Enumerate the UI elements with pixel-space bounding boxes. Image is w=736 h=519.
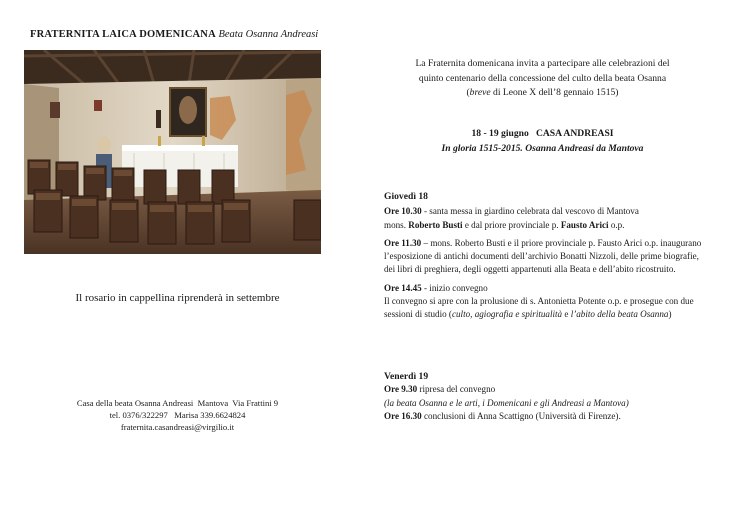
event-motto: In gloria 1515-2015. Osanna Andreasi da Mantova (441, 142, 644, 154)
item-text: ripresa del convegno (417, 384, 496, 395)
item-time: Ore 10.30 (384, 206, 422, 217)
day-2-item-1 (384, 383, 704, 410)
item-text: e (562, 309, 571, 320)
org-subtitle: Beata Osanna Andreasi (218, 29, 319, 40)
item-text: Il convegno si apre con la prolusione di s. Antonietta Potente o.p. e prosegue con due sessioni di studio ( (384, 296, 694, 320)
item-time: Ore 9.30 (384, 384, 418, 395)
item-text: o.p. (608, 219, 625, 230)
item-time: Ore 16.30 (384, 410, 422, 421)
left-column (0, 0, 360, 519)
item-text: mons. (384, 219, 409, 230)
item-italic: (la beata Osanna e le arti, i Domenicani e gli Andreasi a Mantova) (384, 397, 629, 408)
contact-info (0, 397, 355, 433)
event-dates: 18 - 19 giugno CASA ANDREASI (471, 128, 614, 139)
invite-line-2: quinto centenario della concessione del culto della beata Osanna (418, 72, 667, 84)
day-1-label: Giovedì 18 (384, 191, 428, 202)
day-1-item-1 (384, 205, 704, 232)
day-1-item-3 (384, 282, 704, 322)
chapel-interior-photo-icon (24, 50, 321, 254)
invite-breve: breve (469, 87, 491, 98)
item-text: – mons. Roberto Busti e il priore provinciale p. Fausto Arici o.p. inaugurano l’esposizione di antichi documenti dell’archivio Bonatti Nizzoli, delle prime biografie, dei libri di preghiera, degli oggetti appartenuti alla Beata e dell’abito ricostruito. (384, 237, 702, 275)
item-italic: culto, agiografia e spiritualità (451, 309, 563, 320)
item-text: - inizio convegno (421, 282, 488, 293)
day-2-label: Venerdì 19 (384, 371, 429, 382)
item-name: Fausto Arici (560, 219, 609, 230)
item-text: e dal priore provinciale p. (462, 219, 561, 230)
item-time: Ore 14.45 (384, 282, 422, 293)
invite-line-3 (370, 86, 715, 101)
program-day-1 (384, 190, 704, 322)
item-time: Ore 11.30 (384, 237, 422, 248)
day-1-item-2 (384, 237, 704, 277)
item-text: conclusioni di Anna Scattigno (Università di Firenze). (421, 410, 621, 421)
contact-phone: tel. 0376/322297 Marisa 339.6624824 (109, 410, 246, 420)
invitation-text (370, 57, 715, 101)
item-name: Roberto Busti (408, 219, 463, 230)
item-italic: l’abito della beata Osanna (570, 309, 669, 320)
event-heading (370, 127, 715, 156)
item-text: - santa messa in giardino celebrata dal vescovo di Mantova (421, 206, 639, 217)
contact-email[interactable]: fraternita.casandreasi@virgilio.it (120, 422, 235, 432)
chapel-photo (24, 50, 321, 254)
item-text: ) (668, 309, 672, 320)
invite-paren: ( (466, 87, 470, 98)
invite-line-3-rest: di Leone X dell’8 gennaio 1515) (490, 87, 619, 98)
program-day-2 (384, 370, 704, 423)
right-column (370, 0, 715, 519)
org-name: FRATERNITA LAICA DOMENICANA (30, 29, 216, 40)
rosary-notice: Il rosario in cappellina riprenderà in settembre (75, 292, 280, 304)
header (30, 29, 318, 40)
day-2-item-2 (384, 410, 704, 423)
contact-address: Casa della beata Osanna Andreasi Mantova Via Frattini 9 (76, 398, 279, 408)
invite-line-1: La Fraternita domenicana invita a partecipare alle celebrazioni del (415, 58, 670, 69)
